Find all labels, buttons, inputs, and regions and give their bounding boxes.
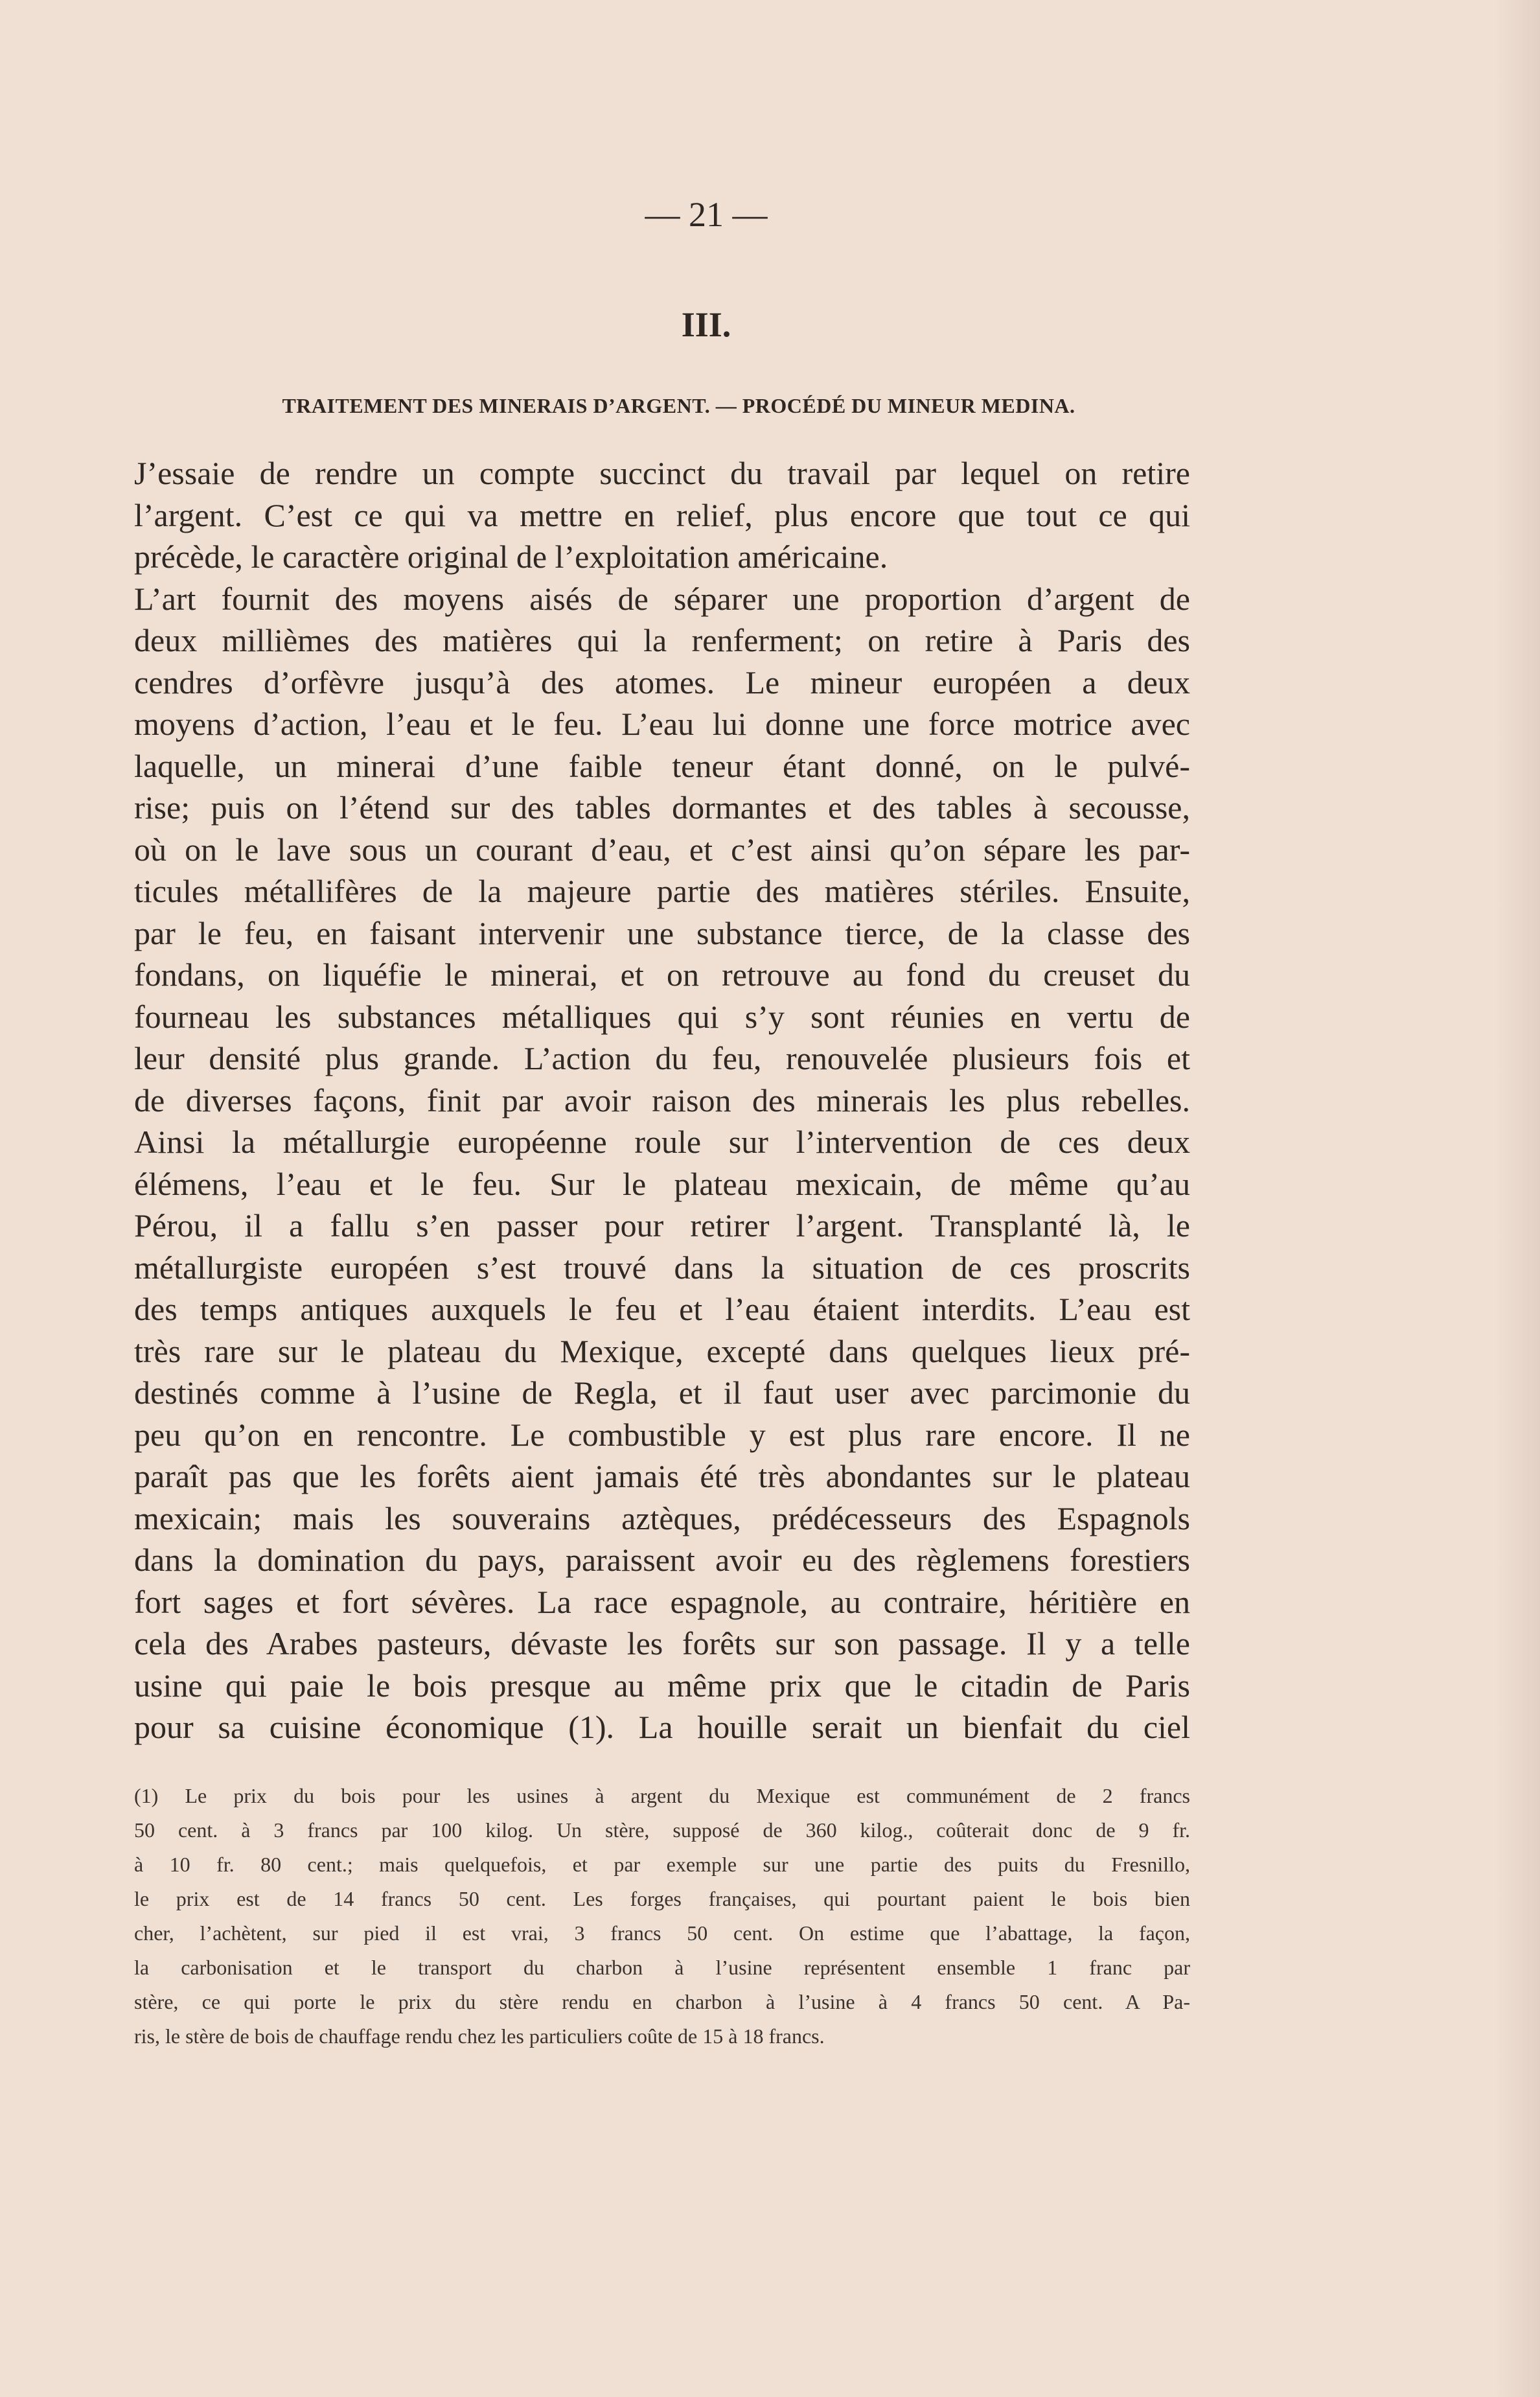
body-line: paraît pas que les forêts aient jamais été très abondantes sur le plateau [134, 1458, 1190, 1494]
body-line: deux millièmes des matières qui la renferment; on retire à Paris des [134, 622, 1190, 658]
body-line: Pérou, il a fallu s’en passer pour retirer l’argent. Transplanté là, le [134, 1207, 1190, 1244]
body-line: très rare sur le plateau du Mexique, excepté dans quelques lieux pré- [134, 1332, 1190, 1369]
body-line: L’art fournit des moyens aisés de séparer une proportion d’argent de [134, 580, 1190, 617]
body-line: élémens, l’eau et le feu. Sur le plateau mexicain, de même qu’au [134, 1165, 1190, 1202]
body-line: mexicain; mais les souverains aztèques, prédécesseurs des Espagnols [134, 1500, 1190, 1536]
body-line: cela des Arabes pasteurs, dévaste les forêts sur son passage. Il y a telle [134, 1625, 1190, 1662]
body-line: précède, le caractère original de l’exploitation américaine. [134, 538, 888, 575]
body-line: métallurgiste européen s’est trouvé dans la situation de ces proscrits [134, 1249, 1190, 1286]
body-line: destinés comme à l’usine de Regla, et il faut user avec parcimonie du [134, 1374, 1190, 1411]
footnote-line: cher, l’achètent, sur pied il est vrai, 3 francs 50 cent. On estime que l’abattage, la façon, [134, 1921, 1190, 1945]
body-line: moyens d’action, l’eau et le feu. L’eau lui donne une force motrice avec [134, 706, 1190, 742]
section-title: TRAITEMENT DES MINERAIS D’ARGENT. — PROCÉDÉ DU MINEUR MEDINA. [282, 394, 1075, 417]
body-line: où on le lave sous un courant d’eau, et c’est ainsi qu’on sépare les par- [134, 831, 1190, 868]
footnote-line: le prix est de 14 francs 50 cent. Les forges françaises, qui pourtant paient le bois bien [134, 1887, 1190, 1910]
page-number: — 21 — [645, 195, 768, 234]
footnote-line: à 10 fr. 80 cent.; mais quelquefois, et par exemple sur une partie des puits du Fresnillo, [134, 1853, 1190, 1876]
body-line: peu qu’on en rencontre. Le combustible y est plus rare encore. Il ne [134, 1416, 1190, 1453]
footnote-line: 50 cent. à 3 francs par 100 kilog. Un stère, supposé de 360 kilog., coûterait donc de 9 fr. [134, 1818, 1190, 1842]
body-line: par le feu, en faisant intervenir une substance tierce, de la classe des [134, 914, 1190, 951]
body-line: usine qui paie le bois presque au même prix que le citadin de Paris [134, 1667, 1190, 1704]
footnote [134, 1779, 1190, 2054]
body-line: Ainsi la métallurgie européenne roule sur l’intervention de ces deux [134, 1124, 1190, 1160]
body-line: des temps antiques auxquels le feu et l’eau étaient interdits. L’eau est [134, 1291, 1190, 1327]
body-line: laquelle, un minerai d’une faible teneur étant donné, on le pulvé- [134, 747, 1190, 784]
footnote-line: ris, le stère de bois de chauffage rendu chez les particuliers coûte de 15 à 18 francs. [134, 2024, 825, 2048]
footnote-line: (1) Le prix du bois pour les usines à argent du Mexique est communément de 2 francs [134, 1784, 1190, 1807]
body-line: rise; puis on l’étend sur des tables dormantes et des tables à secousse, [134, 789, 1190, 826]
footnote-line: la carbonisation et le transport du charbon à l’usine représentent ensemble 1 franc par [134, 1956, 1190, 1979]
body-line: dans la domination du pays, paraissent avoir eu des règlemens forestiers [134, 1542, 1190, 1578]
body-line: l’argent. C’est ce qui va mettre en relief, plus encore que tout ce qui [134, 496, 1190, 533]
body-line: ticules métallifères de la majeure partie des matières stériles. Ensuite, [134, 873, 1190, 909]
footnote-line: stère, ce qui porte le prix du stère rendu en charbon à l’usine à 4 francs 50 cent. A Pa- [134, 1990, 1190, 2013]
body-line: de diverses façons, finit par avoir raison des minerais les plus rebelles. [134, 1082, 1190, 1118]
body-line: fondans, on liquéfie le minerai, et on retrouve au fond du creuset du [134, 956, 1190, 993]
page-edge-shadow [1495, 0, 1540, 2397]
body-line: fourneau les substances métalliques qui s’y sont réunies en vertu de [134, 998, 1190, 1035]
body-line: pour sa cuisine économique (1). La houille serait un bienfait du ciel [134, 1709, 1190, 1745]
body-line: J’essaie de rendre un compte succinct du travail par lequel on retire [134, 455, 1190, 491]
section-number: III. [681, 305, 731, 344]
body-line: fort sages et fort sévères. La race espagnole, au contraire, héritière en [134, 1583, 1190, 1620]
body-line: cendres d’orfèvre jusqu’à des atomes. Le mineur européen a deux [134, 664, 1190, 701]
body-text [134, 452, 1190, 1748]
body-line: leur densité plus grande. L’action du feu, renouvelée plusieurs fois et [134, 1040, 1190, 1076]
